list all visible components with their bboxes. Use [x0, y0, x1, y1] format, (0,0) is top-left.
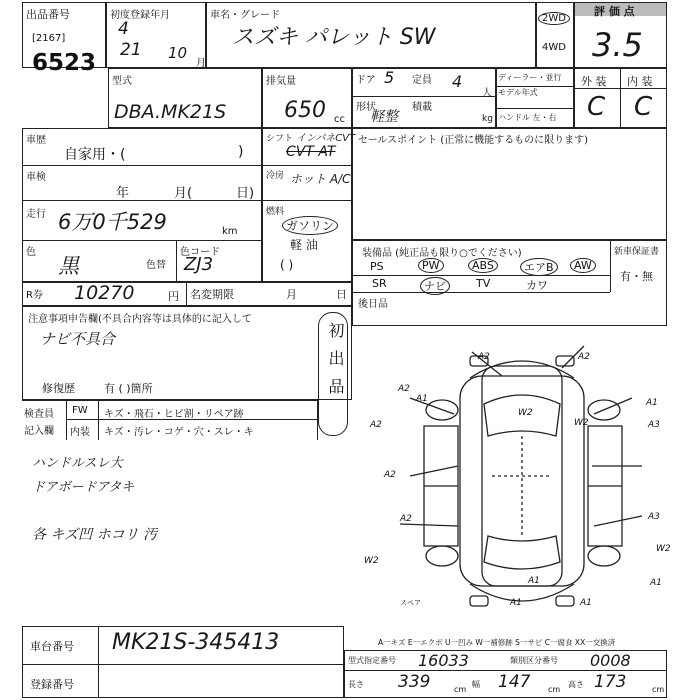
color-vdiv	[176, 240, 177, 282]
dmg-mark-18: A1	[580, 598, 592, 608]
inspection-day: 日)	[236, 186, 255, 201]
equip-leather: カワ	[526, 279, 548, 292]
notes-value: ナビ不具合	[40, 330, 116, 348]
code-label: 色コード	[180, 247, 220, 258]
rule	[22, 165, 262, 166]
first-reg-year: 4	[118, 19, 129, 39]
height-label: 高さ	[568, 680, 584, 689]
model-year-label: モデル年式	[498, 88, 538, 97]
equip-new-car-vdiv	[610, 240, 611, 292]
len-label: 長さ	[348, 680, 364, 689]
shift-label: シフト	[266, 134, 294, 144]
fuel-label: 燃料	[266, 207, 285, 217]
name-change-day: 日	[336, 288, 347, 301]
inspector-note-3: 各 キズ凹 ホコリ 汚	[32, 527, 158, 543]
inspector-label-2: 記入欄	[24, 426, 54, 437]
equip-navi: ナビ	[420, 277, 450, 295]
recycle-unit: 円	[168, 290, 179, 303]
seat-value: 4	[452, 72, 463, 91]
model-label: 型式	[112, 76, 132, 87]
recycle-vdiv	[186, 282, 187, 306]
first-reg-month: 21	[120, 40, 142, 60]
mileage-label: 走行	[26, 209, 46, 220]
ac-label: 冷房	[266, 171, 285, 181]
dmg-mark-14: W2	[656, 544, 671, 554]
equip-abs: ABS	[468, 258, 498, 273]
rule	[262, 165, 352, 166]
inspector-label-1: 検査員	[24, 409, 54, 420]
inspector-note-2: ドアボードアタキ	[32, 480, 135, 495]
inspection-month: 月(	[174, 186, 193, 201]
dmg-mark-7: W2	[574, 418, 589, 428]
dmg-mark-10: A2	[384, 470, 396, 480]
repair-value: 有 ( )箇所	[104, 382, 153, 395]
mileage-unit: km	[222, 226, 238, 237]
drive-4wd: 4WD	[542, 42, 566, 53]
ext-label: 外 装	[581, 75, 607, 88]
int-value: C	[634, 92, 653, 122]
shape-label: 形状	[356, 102, 376, 113]
dmg-mark-6: W2	[518, 408, 533, 418]
chassis-value: MK21S-345413	[112, 630, 280, 655]
dmg-mark-15: A1	[528, 576, 540, 586]
disp-unit: cc	[334, 114, 345, 125]
class-label: 類別区分番号	[510, 656, 558, 665]
disp-label: 排気量	[266, 76, 296, 87]
notes-label: 注意事項申告欄(不具合内容等は具体的に記入して	[28, 314, 252, 325]
lot-number: 6523	[32, 50, 97, 76]
drive-2wd: 2WD	[538, 12, 570, 25]
history-value: 自家用・(	[64, 147, 126, 163]
rule	[352, 292, 610, 293]
width-unit: cm	[548, 685, 561, 694]
dealer-divider	[496, 86, 574, 87]
equip-ps: PS	[370, 260, 384, 273]
inspector-note-1: ハンドルスレ大	[32, 456, 123, 471]
history-label: 車歴	[26, 135, 46, 146]
name-label: 車名・グレード	[210, 10, 280, 21]
name-change-month: 月	[286, 288, 297, 301]
inspection-label: 車検	[26, 172, 46, 183]
inspection-year: 年	[116, 186, 130, 201]
new-car-label: 新車保証書	[614, 247, 660, 257]
door-label: ドア	[356, 75, 376, 86]
rule	[22, 240, 262, 241]
model-value: DBA.MK21S	[114, 101, 227, 123]
seat-unit: 人	[482, 88, 492, 99]
chassis-label: 車台番号	[30, 640, 74, 653]
seat-label: 定員	[412, 75, 432, 86]
dmg-mark-17: A1	[510, 598, 522, 608]
ac-value: ホット A/C	[290, 172, 351, 186]
sales-point-label: セールスポイント (正常に機能するものに限ります)	[358, 135, 589, 146]
shift-value-2: CVT AT	[286, 144, 336, 160]
dmg-mark-2: A2	[578, 352, 590, 362]
rule	[66, 400, 67, 440]
interior-label: 内装	[70, 427, 90, 438]
type-value: 16033	[418, 651, 469, 670]
width-value: 147	[498, 672, 531, 692]
rating-label: 評 価 点	[594, 5, 635, 18]
ext-int-vdiv	[620, 68, 621, 128]
shift-value-1: インパネCVT	[296, 133, 356, 144]
rule	[352, 275, 610, 276]
equip-airbag: エアB	[520, 258, 558, 276]
dmg-mark-3: A2	[398, 384, 410, 394]
car-name: スズキ パレット SW	[232, 25, 436, 50]
height-unit: cm	[652, 685, 665, 694]
dmg-mark-9: A3	[648, 420, 660, 430]
interior-items: キズ・汚レ・コゲ・穴・スレ・キ	[104, 427, 254, 438]
equip-tv: TV	[476, 277, 491, 290]
mileage-value: 6万0千529	[58, 210, 167, 234]
rating-value: 3.5	[592, 26, 643, 64]
rule	[344, 670, 667, 671]
dmg-mark-13: W2	[364, 556, 379, 566]
dmg-mark-11: A2	[400, 514, 412, 524]
color-value: 黒	[58, 254, 79, 278]
fw-label: FW	[72, 405, 88, 416]
repair-label: 修復歴	[42, 382, 75, 395]
dealer-label: ディーラー・並行	[498, 73, 562, 82]
dmg-mark-4: A1	[416, 394, 428, 404]
first-reg-label: 初度登録年月	[110, 10, 170, 21]
recycle-box	[22, 282, 352, 306]
equipment-label: 装備品 (純正品も限り○でください)	[362, 248, 522, 259]
disp-value: 650	[284, 98, 326, 123]
spare-label: スペア	[400, 599, 421, 607]
width-label: 幅	[472, 680, 480, 689]
first-reg-day: 10	[168, 44, 188, 62]
equip-pw: PW	[418, 258, 444, 273]
dmg-mark-8: A2	[370, 420, 382, 430]
reg-label: 登録番号	[30, 678, 74, 691]
first-reg-suffix: 月	[196, 58, 206, 69]
dmg-mark-16: A1	[650, 578, 662, 588]
recycle-value: 10270	[74, 282, 135, 304]
fw-items: キズ・飛石・ヒビ割・リペア跡	[104, 409, 244, 420]
damage-legend: A一キズ E一エクボ U一凹み W一補修跡 S一サビ C一腐食 XX一交換済	[378, 638, 616, 647]
dmg-mark-5: A1	[646, 398, 658, 408]
back-item-label: 後日品	[358, 299, 388, 310]
rule	[262, 200, 352, 201]
dmg-mark-1: A2	[478, 352, 490, 362]
code-value: ZJ3	[184, 254, 214, 275]
rule	[98, 400, 99, 440]
rule	[98, 626, 99, 698]
shape-value: 軽整	[370, 109, 398, 125]
rule	[22, 664, 344, 665]
door-value: 5	[384, 68, 395, 87]
dealer-divider-2	[496, 108, 574, 109]
history-close: )	[238, 144, 244, 160]
equip-aw: AW	[570, 258, 596, 273]
len-value: 339	[398, 672, 431, 692]
load-label: 積載	[412, 102, 432, 113]
lot-label: 出品番号	[26, 8, 70, 21]
class-value: 0008	[590, 651, 631, 670]
type-label: 型式指定番号	[348, 656, 396, 665]
first-stamp: 初出品	[326, 322, 345, 406]
name-change-label: 名変期限	[190, 288, 234, 301]
fuel-gas: ガソリン	[282, 216, 338, 235]
door-seat-divider	[352, 96, 496, 97]
rule	[22, 200, 262, 201]
new-car-value: 有・無	[620, 270, 653, 283]
dmg-mark-12: A3	[648, 512, 660, 522]
fuel-paren: ( )	[280, 258, 294, 272]
fuel-diesel: 軽 油	[290, 238, 318, 252]
lot-sub: [2167]	[32, 33, 66, 44]
len-unit: cm	[454, 685, 467, 694]
load-unit: kg	[482, 114, 493, 124]
equip-sr: SR	[372, 277, 387, 290]
color-label: 色	[26, 247, 36, 258]
car-diagram	[352, 326, 670, 626]
ext-value: C	[587, 92, 606, 122]
int-label: 内 装	[627, 75, 653, 88]
recycle-label: R券	[26, 290, 43, 301]
handle-label: ハンドル 左・右	[498, 113, 557, 122]
tone-label: 色替	[146, 260, 166, 271]
height-value: 173	[594, 672, 627, 692]
